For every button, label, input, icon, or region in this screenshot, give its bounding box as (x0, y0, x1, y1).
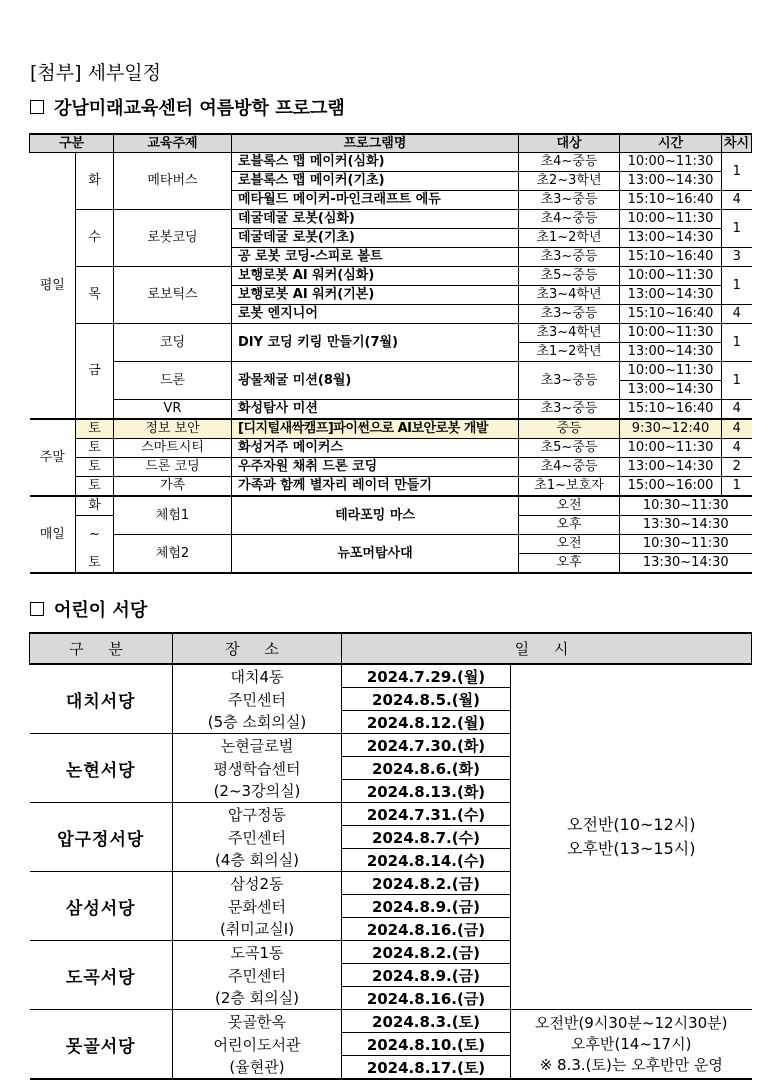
time-line: 오후반(13~15시) (567, 839, 696, 858)
time-cell: 10:00~11:30 (620, 324, 722, 343)
place-line: 문화센터 (173, 895, 342, 918)
sessions-cell: 4 (722, 419, 752, 439)
day-label: 토 (76, 458, 114, 477)
topic-label: 메타버스 (114, 153, 232, 210)
time-line: 오전반(9시30분~12시30분) (534, 1013, 728, 1032)
table-row (30, 477, 752, 497)
sessions-cell: 1 (722, 153, 752, 191)
target-cell: 초3~4학년 (519, 324, 620, 343)
time-cell: 13:00~14:30 (620, 229, 722, 248)
program-name: DIY 코딩 키링 만들기(7월) (232, 324, 519, 362)
table-row (30, 324, 752, 343)
summer-program-table (29, 133, 752, 574)
program-name: [디지털새싹캠프]파이썬으로 AI보안로봇 개발 (232, 419, 519, 439)
place-line: (2~3강의실) (173, 780, 342, 803)
day-label: 토 (76, 554, 114, 574)
header-time: 시간 (620, 134, 722, 153)
time-cell: 10:00~11:30 (620, 267, 722, 286)
place-line: 대치4동 (173, 664, 342, 688)
day-label: 금 (76, 324, 114, 420)
library-name: 논현서당 (30, 734, 173, 803)
program-name: 우주자원 채취 드론 코딩 (232, 458, 519, 477)
topic-label: 드론 (114, 362, 232, 400)
target-cell: 초3~중등 (519, 400, 620, 420)
weekday-label: 평일 (30, 153, 76, 420)
program-name: 보행로봇 AI 워커(기본) (232, 286, 519, 305)
target-cell: 초1~2학년 (519, 229, 620, 248)
topic-label: 가족 (114, 477, 232, 497)
session-pm: 오후 (519, 516, 620, 535)
program-name: 공 로봇 코딩-스피로 볼트 (232, 248, 519, 267)
session-am: 오전 (519, 535, 620, 554)
place-line: 주민센터 (173, 964, 342, 987)
date-cell: 2024.8.7.(수) (342, 826, 511, 849)
date-cell: 2024.8.16.(금) (342, 987, 511, 1010)
topic-label: VR (114, 400, 232, 420)
time-cell: 15:10~16:40 (620, 400, 722, 420)
day-label: 토 (76, 439, 114, 458)
sessions-cell: 1 (722, 362, 752, 400)
day-label: 화 (76, 153, 114, 210)
table-row (30, 210, 752, 229)
header-place: 장 소 (173, 633, 342, 664)
date-cell: 2024.8.13.(화) (342, 780, 511, 803)
topic-label: 코딩 (114, 324, 232, 362)
daily-label: 매일 (30, 496, 76, 573)
day-label: 목 (76, 267, 114, 324)
checkbox-square-icon (30, 100, 44, 114)
program-name: 테라포밍 마스 (232, 496, 519, 535)
topic-label: 체험2 (114, 535, 232, 574)
sessions-cell: 4 (722, 191, 752, 210)
library-name: 대치서당 (30, 664, 173, 734)
library-name: 압구정서당 (30, 803, 173, 872)
table-row (30, 458, 752, 477)
date-cell: 2024.8.10.(토) (342, 1033, 511, 1056)
target-cell: 초3~중등 (519, 362, 620, 400)
seodang-schedule-table (29, 632, 752, 1080)
time-cell: 13:00~14:30 (620, 381, 722, 400)
header-sessions: 차시 (722, 134, 752, 153)
program-name: 화성탐사 미션 (232, 400, 519, 420)
time-cell: 13:00~14:30 (620, 343, 722, 362)
time-cell: 15:10~16:40 (620, 248, 722, 267)
sessions-cell: 1 (722, 210, 752, 248)
time-cell: 10:00~11:30 (620, 439, 722, 458)
table-row (30, 535, 752, 554)
target-cell: 초4~중등 (519, 458, 620, 477)
topic-label: 체험1 (114, 496, 232, 535)
weekend-label: 주말 (30, 419, 76, 496)
sessions-cell: 4 (722, 400, 752, 420)
header-program: 프로그램명 (232, 134, 519, 153)
table-header-row (30, 633, 752, 664)
section-heading-children-seodang (30, 596, 147, 622)
program-name: 보행로봇 AI 워커(심화) (232, 267, 519, 286)
day-label: 토 (76, 419, 114, 439)
time-cell: 10:00~11:30 (620, 210, 722, 229)
date-cell: 2024.7.31.(수) (342, 803, 511, 826)
place-line: 논현글로벌 (173, 734, 342, 757)
place-line: 주민센터 (173, 826, 342, 849)
topic-label: 로봇코딩 (114, 210, 232, 267)
date-cell: 2024.8.2.(금) (342, 941, 511, 964)
date-cell: 2024.7.30.(화) (342, 734, 511, 757)
session-pm: 오후 (519, 554, 620, 574)
day-label: 화 (76, 496, 114, 516)
program-name: 가족과 함께 별자리 레이더 만들기 (232, 477, 519, 497)
program-name: 메타월드 메이커-마인크래프트 에듀 (232, 191, 519, 210)
header-target: 대상 (519, 134, 620, 153)
date-cell: 2024.8.14.(수) (342, 849, 511, 872)
program-name: 데굴데굴 로봇(기초) (232, 229, 519, 248)
place-line: (4층 회의실) (173, 849, 342, 872)
place-line: 주민센터 (173, 688, 342, 711)
place-line: 못골한옥 (173, 1010, 342, 1033)
table-row (30, 496, 752, 516)
target-cell: 초3~중등 (519, 305, 620, 324)
table-row (30, 267, 752, 286)
program-name: 로블록스 맵 메이커(심화) (232, 153, 519, 172)
header-category: 구분 (30, 134, 114, 153)
time-cell: 13:00~14:30 (620, 458, 722, 477)
time-cell: 15:00~16:00 (620, 477, 722, 497)
program-name: 데굴데굴 로봇(심화) (232, 210, 519, 229)
sessions-cell: 3 (722, 248, 752, 267)
time-cell: 13:00~14:30 (620, 286, 722, 305)
date-cell: 2024.8.17.(토) (342, 1056, 511, 1080)
sessions-cell: 4 (722, 305, 752, 324)
table-row (30, 1010, 752, 1033)
place-line: 평생학습센터 (173, 757, 342, 780)
place-line: 어린이도서관 (173, 1033, 342, 1056)
program-name: 로봇 엔지니어 (232, 305, 519, 324)
date-cell: 2024.8.6.(화) (342, 757, 511, 780)
table-row (30, 439, 752, 458)
program-name: 로블록스 맵 메이커(기초) (232, 172, 519, 191)
time-cell: 13:30~14:30 (620, 554, 752, 574)
date-cell: 2024.8.2.(금) (342, 872, 511, 895)
day-label: 토 (76, 477, 114, 497)
sessions-cell: 1 (722, 324, 752, 362)
time-cell: 9:30~12:40 (620, 419, 722, 439)
session-am: 오전 (519, 496, 620, 516)
table-row-highlighted (30, 419, 752, 439)
place-line: (2층 회의실) (173, 987, 342, 1010)
day-range-tilde: ~ (76, 516, 114, 554)
library-name: 삼성서당 (30, 872, 173, 941)
place-line: 도곡1동 (173, 941, 342, 964)
sessions-cell: 1 (722, 267, 752, 305)
target-cell: 초5~중등 (519, 439, 620, 458)
target-cell: 중등 (519, 419, 620, 439)
target-cell: 초3~중등 (519, 191, 620, 210)
date-cell: 2024.8.9.(금) (342, 895, 511, 918)
time-note: ※ 8.3.(토)는 오후반만 운영 (539, 1055, 723, 1074)
program-name: 뉴포머탐사대 (232, 535, 519, 574)
time-line: 오후반(14~17시) (571, 1034, 692, 1053)
date-cell: 2024.8.5.(월) (342, 688, 511, 711)
target-cell: 초1~2학년 (519, 343, 620, 362)
time-line: 오전반(10~12시) (567, 815, 696, 834)
place-line: (5층 소회의실) (173, 711, 342, 734)
time-cell: 10:00~11:30 (620, 362, 722, 381)
date-cell: 2024.8.3.(토) (342, 1010, 511, 1033)
date-cell: 2024.7.29.(월) (342, 664, 511, 688)
topic-label: 스마트시티 (114, 439, 232, 458)
table-row (30, 362, 752, 381)
topic-label: 로보틱스 (114, 267, 232, 324)
place-line: 압구정동 (173, 803, 342, 826)
date-cell: 2024.8.12.(월) (342, 711, 511, 734)
section-title: 강남미래교육센터 여름방학 프로그램 (54, 98, 345, 119)
attachment-title: [첨부] 세부일정 (30, 62, 161, 84)
date-cell: 2024.8.9.(금) (342, 964, 511, 987)
target-cell: 초4~중등 (519, 210, 620, 229)
time-cell: 13:30~14:30 (620, 516, 752, 535)
program-name: 화성거주 메이커스 (232, 439, 519, 458)
session-time-main (511, 664, 752, 1010)
topic-label: 드론 코딩 (114, 458, 232, 477)
place-line: 삼성2동 (173, 872, 342, 895)
time-cell: 15:10~16:40 (620, 191, 722, 210)
header-datetime: 일 시 (342, 633, 752, 664)
day-label: 수 (76, 210, 114, 267)
library-name: 못골서당 (30, 1010, 173, 1080)
target-cell: 초4~중등 (519, 153, 620, 172)
table-row (30, 664, 752, 688)
target-cell: 초1~보호자 (519, 477, 620, 497)
time-cell: 15:10~16:40 (620, 305, 722, 324)
library-name: 도곡서당 (30, 941, 173, 1010)
place-line: (취미교실Ⅰ) (173, 918, 342, 941)
time-cell: 10:30~11:30 (620, 535, 752, 554)
table-header-row (30, 134, 752, 153)
date-cell: 2024.8.16.(금) (342, 918, 511, 941)
program-name: 광물채굴 미션(8월) (232, 362, 519, 400)
header-topic: 교육주제 (114, 134, 232, 153)
header-category: 구 분 (30, 633, 173, 664)
place-line: (율현관) (173, 1056, 342, 1080)
topic-label: 정보 보안 (114, 419, 232, 439)
target-cell: 초2~3학년 (519, 172, 620, 191)
time-cell: 13:00~14:30 (620, 172, 722, 191)
time-cell: 10:00~11:30 (620, 153, 722, 172)
section-title: 어린이 서당 (54, 600, 148, 621)
sessions-cell: 1 (722, 477, 752, 497)
target-cell: 초5~중등 (519, 267, 620, 286)
table-row (30, 400, 752, 420)
time-cell: 10:30~11:30 (620, 496, 752, 516)
sessions-cell: 2 (722, 458, 752, 477)
session-time-motgol (511, 1010, 752, 1080)
sessions-cell: 4 (722, 439, 752, 458)
checkbox-square-icon (30, 602, 44, 616)
table-row (30, 153, 752, 172)
section-heading-summer-program (30, 94, 345, 120)
target-cell: 초3~중등 (519, 248, 620, 267)
target-cell: 초3~4학년 (519, 286, 620, 305)
